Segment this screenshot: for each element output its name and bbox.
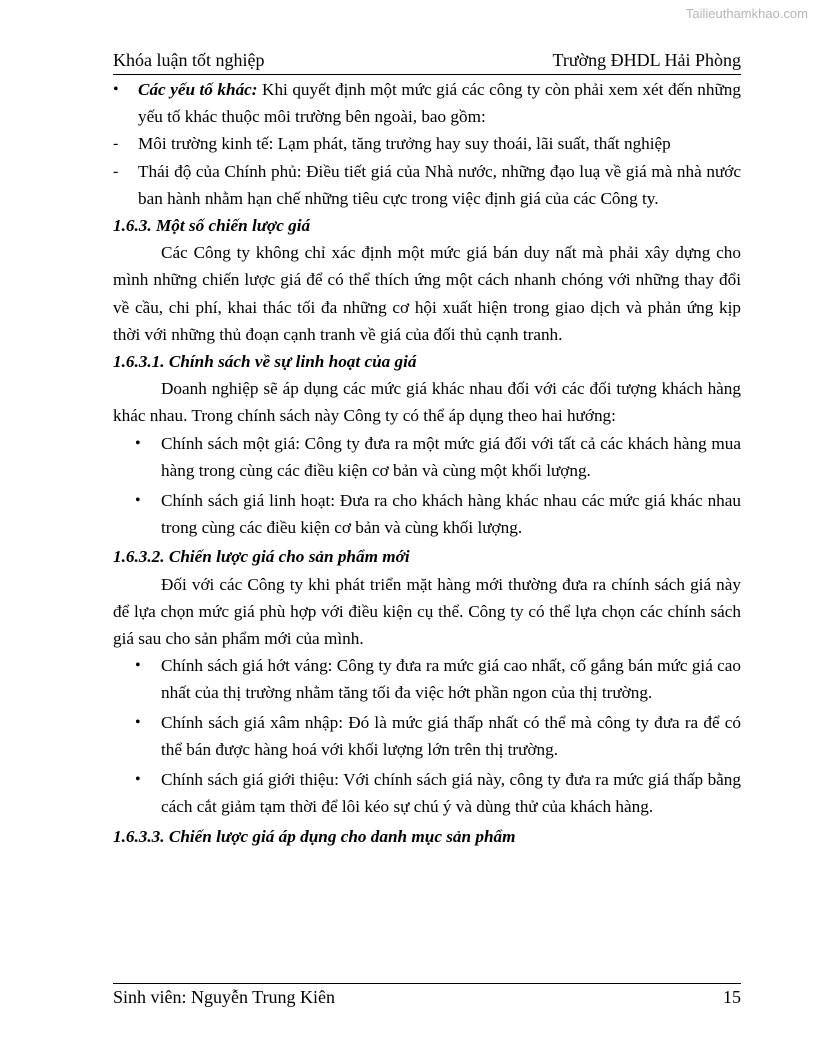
bullet-item-text: Chính sách giá giới thiệu: Với chính sách giá này, công ty đưa ra mức giá thấp bằng cách cắt giảm tạm thời để lôi kéo sự chú ý và dùng thử của khách hàng.	[161, 770, 741, 817]
bullet-marker: •	[135, 491, 141, 509]
bullet-item	[113, 430, 741, 484]
bullet-other-factors	[113, 76, 741, 130]
bullet-item-text: Chính sách giá linh hoạt: Đưa ra cho khách hàng khác nhau các mức giá khác nhau trong cùng các điều kiện cơ bản và cùng khối lượng.	[161, 490, 741, 537]
page-header	[113, 48, 741, 72]
heading-1-6-3-2: 1.6.3.2. Chiến lược giá cho sản phẩm mới	[113, 547, 410, 567]
bullet-item	[113, 652, 741, 706]
heading-1-6-3: 1.6.3. Một số chiến lược giá	[113, 216, 311, 236]
bullet-marker: •	[135, 771, 141, 789]
bullet-item-text: Chính sách giá hớt váng: Công ty đưa ra mức giá cao nhất, cố gắng bán mức giá cao nhất của thị trường nhằm tăng tối đa việc hớt phần ngon của thị trường.	[161, 656, 741, 703]
bullet-item	[113, 709, 741, 763]
bullet-marker: •	[135, 434, 141, 452]
bullet-item-text: Chính sách một giá: Công ty đưa ra một mức giá đối với tất cả các khách hàng mua hàng trong cùng các điều kiện cơ bản và cùng một khối lượng.	[161, 433, 741, 480]
heading-1-6-3-1: 1.6.3.1. Chính sách về sự linh hoạt của giá	[113, 352, 417, 372]
other-factors-lead: Các yếu tố khác:	[138, 80, 258, 99]
bullet-marker: •	[135, 714, 141, 732]
dash-marker: -	[113, 135, 119, 153]
footer-student-name: Sinh viên: Nguyễn Trung Kiên	[113, 987, 336, 1007]
other-factors-text: Khi quyết định một mức giá các công ty còn phải xem xét đến những yếu tố khác thuộc môi trường bên ngoài, bao gồm:	[138, 80, 741, 127]
bullet-marker: •	[113, 81, 119, 98]
dash-item-government	[113, 158, 741, 212]
dash-marker: -	[113, 162, 119, 180]
dash-item-text: Môi trường kinh tế: Lạm phát, tăng trưởng hay suy thoái, lãi suất, thất nghiệp	[138, 134, 671, 154]
heading-1-6-3-3: 1.6.3.3. Chiến lược giá áp dụng cho danh mục sản phẩm	[113, 826, 516, 846]
document-body	[113, 76, 741, 850]
bullet-item	[113, 766, 741, 820]
bullet-item	[113, 487, 741, 541]
bullet-item-text: Chính sách giá xâm nhập: Đó là mức giá thấp nhất có thể mà công ty đưa ra để có thể bán được hàng hoá với khối lượng lớn trên thị trường.	[161, 713, 741, 760]
footer-divider	[113, 983, 741, 984]
paragraph-1-6-3-2: Đối với các Công ty khi phát triển mặt hàng mới thường đưa ra chính sách giá này để lựa chọn mức giá phù hợp với điều kiện cụ thể. Công ty có thể lựa chọn các chính sách giá sau cho sản phẩm mới của mình.	[113, 574, 741, 649]
dash-item-economy	[113, 130, 741, 157]
page-footer	[113, 985, 741, 1009]
watermark-text: Tailieuthamkhao.com	[685, 6, 808, 21]
paragraph-1-6-3-1: Doanh nghiệp sẽ áp dụng các mức giá khác nhau đối với các đối tượng khách hàng khác nhau. Trong chính sách này Công ty có thể áp dụng theo hai hướng:	[113, 379, 741, 426]
bullet-marker: •	[135, 657, 141, 675]
page-number: 15	[723, 987, 741, 1007]
header-university: Trường ĐHDL Hải Phòng	[552, 50, 741, 70]
dash-item-text: Thái độ của Chính phủ: Điều tiết giá của Nhà nước, những đạo luạ về giá mà nhà nước ban hành nhằm hạn chế những tiêu cực trong việc định giá của các Công ty.	[138, 161, 741, 208]
header-divider	[113, 74, 741, 75]
header-thesis-label: Khóa luận tốt nghiệp	[113, 50, 265, 70]
paragraph-1-6-3: Các Công ty không chỉ xác định một mức giá bán duy nất mà phải xây dựng cho mình những chiến lược giá để có thể thích ứng một cách nhanh chóng với những thay đổi về cầu, chi phí, khai thác tối đa những cơ hội xuất hiện trong giao dịch và phản ứng kịp thời với những thủ đoạn cạnh tranh về giá của đối thủ cạnh tranh.	[113, 243, 741, 344]
